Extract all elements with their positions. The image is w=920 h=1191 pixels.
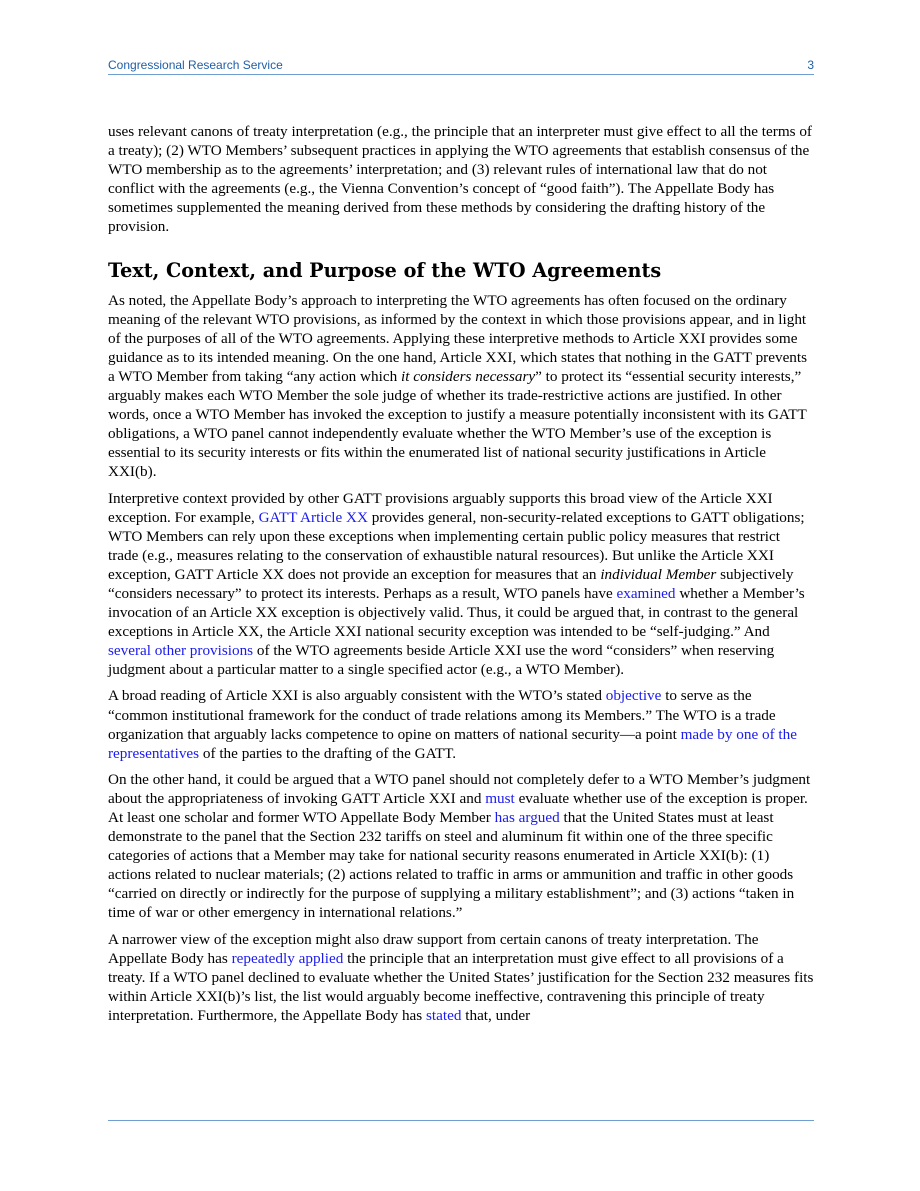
text-run: A broad reading of Article XXI is also arguably consistent with the WTO’s stated [108, 687, 606, 705]
header-divider [108, 74, 814, 75]
link-examined[interactable]: examined [616, 584, 676, 602]
paragraph-broad-reading [108, 686, 814, 762]
emphasis: it considers necessary [400, 367, 536, 385]
paragraph-interpretive-context [108, 489, 814, 680]
link-repeatedly-applied[interactable]: repeatedly applied [231, 949, 344, 967]
emphasis: individual Member [600, 565, 717, 583]
text-run: whether a Member’s invocation of an Article XX exception is objectively valid. Thus, it could be argued that, in contrast to the general exceptions in Article XX, the Article XXI national security exception was intended to be “self-judging.” And [108, 584, 805, 641]
link-stated[interactable]: stated [426, 1006, 462, 1024]
link-must[interactable]: must [485, 789, 515, 807]
page-header [108, 58, 814, 72]
text-run: As noted, the Appellate Body’s approach to interpreting the WTO agreements has often focused on the ordinary meaning of the relevant WTO provisions, as informed by the context in which those provisions appear, and in light of the purposes of all of the WTO agreements. Applying these interpretive methods to Article XXI provides some guidance as to its intended meaning. On the one hand, Article XXI, which states that nothing in the GATT prevents a WTO Member from taking “any action which [108, 291, 808, 385]
paragraph-intro [108, 122, 814, 237]
page-number: 3 [807, 58, 814, 72]
text-run: that the United States must at least demonstrate to the panel that the Section 232 tariffs on steel and aluminum fit within one of the three specific categories of actions that a Member may take for national security reasons enumerated in Article XXI(b): (1) actions related to nuclear materials; (2) actions related to traffic in arms or ammunition and traffic in other goods “carried on directly or indirectly for the purpose of supplying a military establishment”; and (3) actions “taken in time of war or other emergency in international relations.” [108, 809, 795, 922]
header-publisher: Congressional Research Service [108, 58, 283, 72]
link-several-other-provisions[interactable]: several other provisions [108, 642, 254, 660]
text-run: ” to protect its “essential security interests,” arguably makes each WTO Member the sole judge of whether its trade-restrictive actions are justified. In other words, once a WTO Member has invoked the exception to justify a measure potentially inconsistent with its GATT obligations, a WTO panel cannot independently evaluate whether the WTO Member’s use of the exception is essential to its security interests or fits within the enumerated list of national security justifications in Article XXI(b). [108, 367, 807, 481]
paragraph-narrower-view [108, 930, 814, 1025]
section-heading: Text, Context, and Purpose of the WTO Agreements [108, 258, 662, 282]
text-run: subjectively “considers necessary” to protect its interests. Perhaps as a result, WTO panels have [108, 565, 794, 602]
text-run: provides general, non-security-related exceptions to GATT obligations; WTO Members can rely upon these exceptions when implementing certain public policy measures that restrict trade (e.g., measures relating to the conservation of exhaustible natural resources). But unlike the Article XXI exception, GATT Article XX does not provide an exception for measures that an [108, 508, 805, 583]
link-objective[interactable]: objective [605, 687, 662, 705]
link-made-by-representatives[interactable]: made by one of the representatives [108, 725, 797, 762]
text-run: that, under [461, 1006, 531, 1024]
text-run: A narrower view of the exception might also draw support from certain canons of treaty interpretation. The Appellate Body has [108, 930, 759, 967]
text-run: to serve as the “common institutional framework for the conduct of trade relations among its Members.” The WTO is a trade organization that arguably lacks competence to opine on matters of national security—a point [108, 687, 776, 743]
text-run: of the parties to the drafting of the GATT. [199, 744, 457, 762]
link-gatt-article-xx[interactable]: GATT Article XX [258, 508, 368, 526]
link-has-argued[interactable]: has argued [494, 809, 560, 826]
text-run: the principle that an interpretation must give effect to all provisions of a treaty. If a WTO panel declined to evaluate whether the United States’ justification for the Section 232 measures fits within Article XXI(b)’s list, the list would arguably become ineffective, contravening this principle of treaty interpretation. Furthermore, the Appellate Body has [108, 949, 814, 1024]
text-run: On the other hand, it could be argued that a WTO panel should not completely defer to a WTO Member’s judgment about the appropriateness of invoking GATT Article XXI and [108, 770, 811, 807]
text-run: evaluate whether use of the exception is proper. At least one scholar and former WTO Appellate Body Member [108, 789, 808, 826]
paragraph-ordinary-meaning [108, 291, 814, 482]
footer-divider [108, 1120, 814, 1121]
text-run: of the WTO agreements beside Article XXI use the word “considers” when reserving judgment about a particular matter to a single specified actor (e.g., a WTO Member). [108, 642, 775, 679]
body-text [108, 122, 814, 1032]
paragraph-text: uses relevant canons of treaty interpretation (e.g., the principle that an interpreter must give effect to all the terms of a treaty); (2) WTO Members’ subsequent practices in applying the WTO agreements that establish consensus of the WTO membership as to the agreements’ interpretation; and (3) relevant rules of international law that do not conflict with the agreements (e.g., the Vienna Convention’s concept of “good faith”). The Appellate Body has sometimes supplemented the meaning derived from these methods by considering the drafting history of the provision. [108, 123, 812, 236]
paragraph-other-hand [108, 770, 814, 923]
text-run: Interpretive context provided by other GATT provisions arguably supports this broad view of the Article XXI exception. For example, [108, 489, 773, 526]
